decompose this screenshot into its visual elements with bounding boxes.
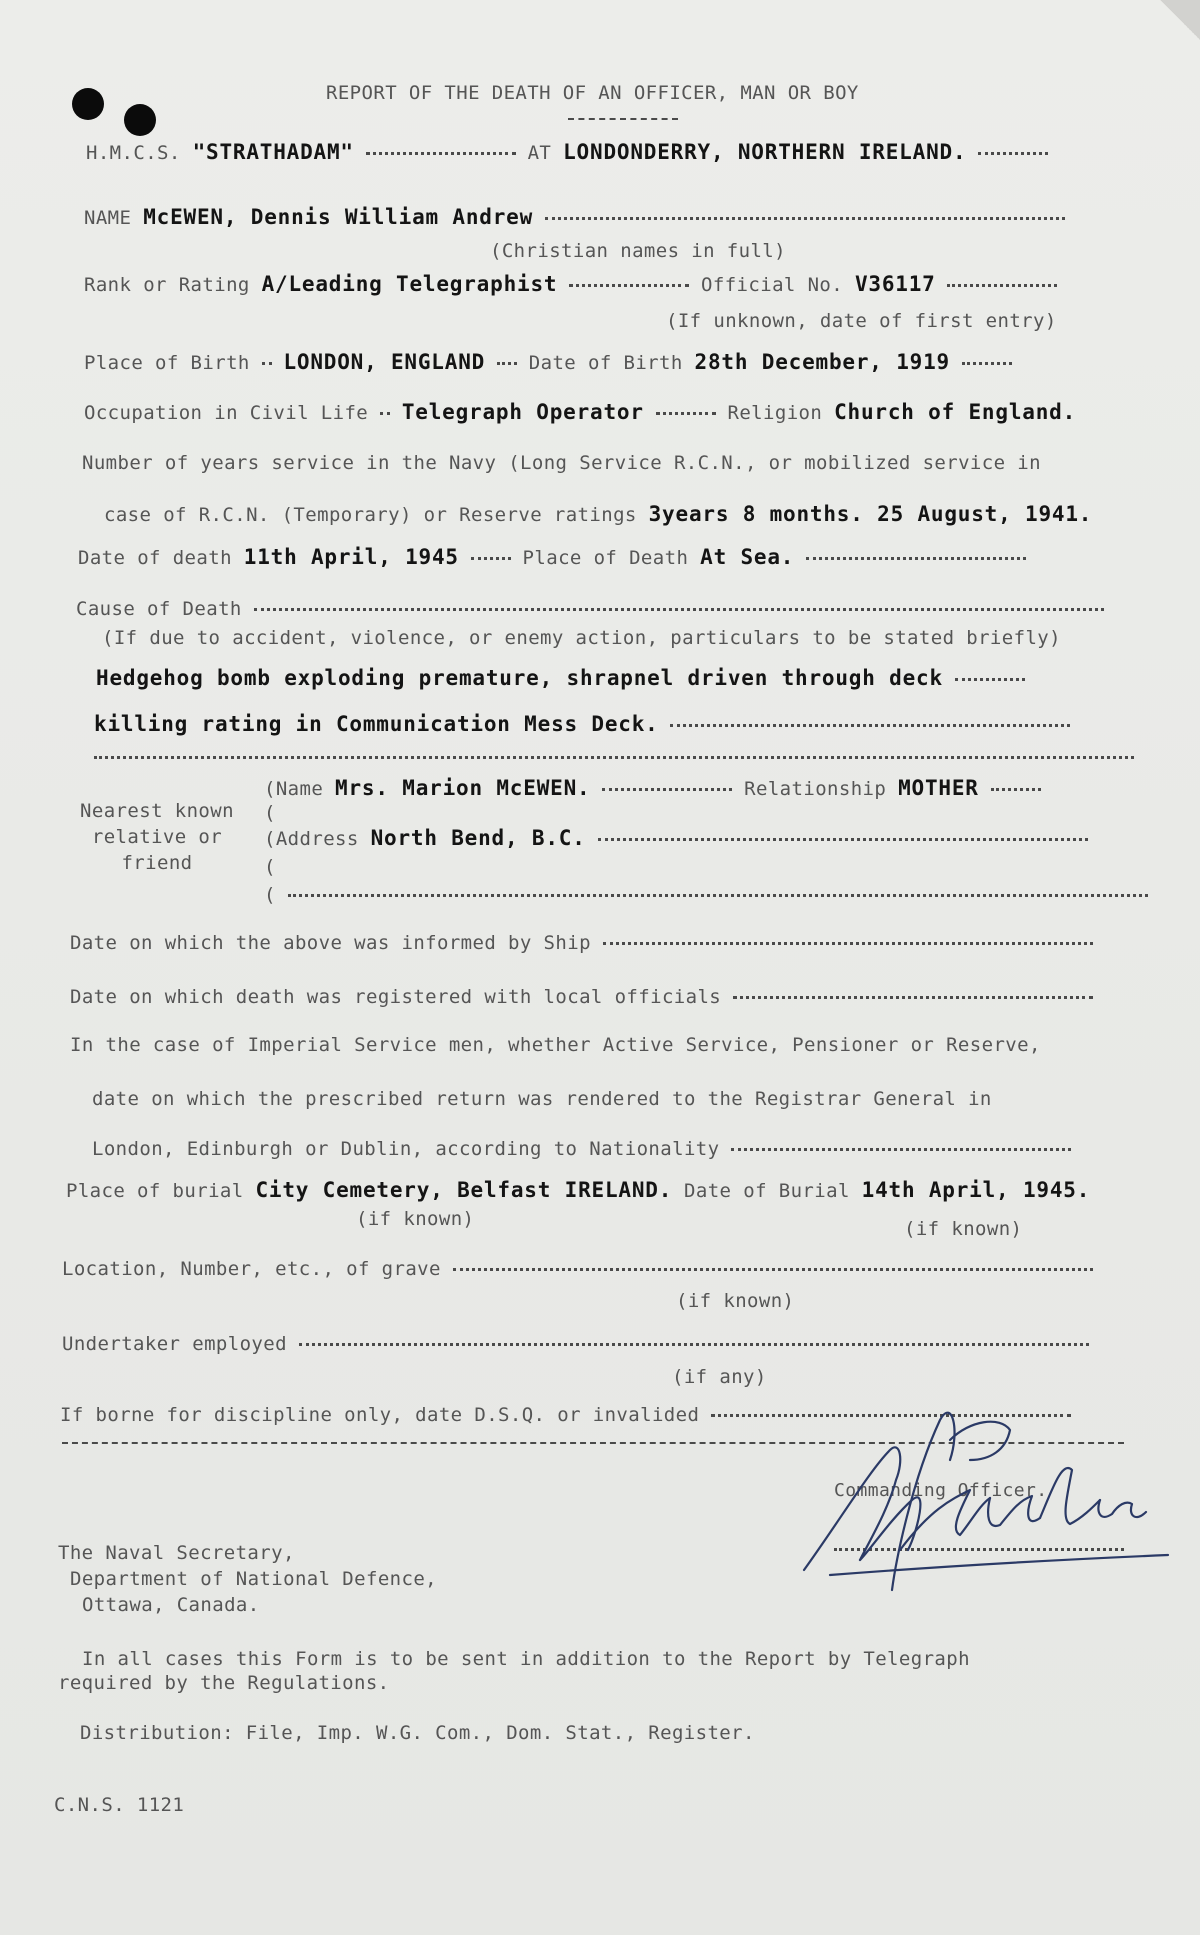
- commanding-officer-label: Commanding Officer.: [834, 1480, 1048, 1501]
- address-line1: The Naval Secretary,: [58, 1542, 295, 1564]
- relative-address: North Bend, B.C.: [370, 826, 586, 850]
- relative-address-row: [264, 826, 1088, 850]
- death-place: At Sea.: [700, 545, 795, 569]
- punch-hole: [72, 88, 104, 120]
- form-title: REPORT OF THE DEATH OF AN OFFICER, MAN OR BOY: [326, 82, 859, 104]
- birth-date-label: Date of Birth: [528, 352, 683, 374]
- burial-place-label: Place of burial: [66, 1180, 244, 1202]
- relative-blank-row: (: [264, 884, 1148, 906]
- relative-address-label: (Address: [264, 828, 359, 850]
- cause-line1-row: [96, 666, 1025, 690]
- cause-line1: Hedgehog bomb exploding premature, shrapnel driven through deck: [96, 666, 943, 690]
- name-label: NAME: [84, 207, 132, 229]
- imperial-line1: In the case of Imperial Service men, whether Active Service, Pensioner or Reserve,: [70, 1034, 1041, 1056]
- occupation-label: Occupation in Civil Life: [84, 402, 369, 424]
- ship-location: LONDONDERRY, NORTHERN IRELAND.: [563, 140, 967, 164]
- imperial-line3: London, Edinburgh or Dublin, according to Nationality: [92, 1138, 720, 1160]
- birth-place-label: Place of Birth: [84, 352, 250, 374]
- burial-date: 14th April, 1945.: [861, 1178, 1091, 1202]
- burial-place: City Cemetery, Belfast IRELAND.: [255, 1178, 673, 1202]
- relative-brace: (: [264, 856, 276, 878]
- name-row: [84, 205, 1065, 229]
- burial-date-hint: (if known): [904, 1218, 1023, 1240]
- cause-label: Cause of Death: [76, 598, 242, 620]
- title-underline: [568, 118, 678, 120]
- ship-row: [86, 140, 1048, 164]
- burial-row: [66, 1178, 1090, 1202]
- death-date: 11th April, 1945: [243, 545, 459, 569]
- relationship-value: MOTHER: [898, 776, 979, 800]
- service-row: [104, 502, 1092, 526]
- death-place-label: Place of Death: [522, 547, 689, 569]
- note-line2: required by the Regulations.: [58, 1672, 390, 1694]
- occupation-row: [84, 400, 1076, 424]
- at-label: AT: [527, 142, 552, 164]
- cause-line2-row: [94, 712, 1070, 736]
- birth-date: 28th December, 1919: [694, 350, 950, 374]
- relative-name: Mrs. Marion McEWEN.: [335, 776, 591, 800]
- relative-label-3: friend: [121, 852, 193, 874]
- paper-corner: [1160, 0, 1200, 40]
- service-line1: Number of years service in the Navy (Long Service R.C.N., or mobilized service in: [82, 452, 1041, 474]
- service-value: 3years 8 months. 25 August, 1941.: [648, 502, 1093, 526]
- undertaker-row: [62, 1333, 1089, 1355]
- burial-date-label: Date of Burial: [684, 1180, 850, 1202]
- burial-place-hint: (if known): [356, 1208, 475, 1230]
- rank-value: A/Leading Telegraphist: [261, 272, 558, 296]
- imperial-line2: date on which the prescribed return was rendered to the Registrar General in: [92, 1088, 992, 1110]
- grave-label: Location, Number, etc., of grave: [62, 1258, 441, 1280]
- death-date-label: Date of death: [78, 547, 232, 569]
- birth-row: [84, 350, 1012, 374]
- ship-value: "STRATHADAM": [192, 140, 354, 164]
- discipline-label: If borne for discipline only, date D.S.Q. or invalided: [60, 1404, 700, 1426]
- undertaker-hint: (if any): [672, 1366, 767, 1388]
- undertaker-label: Undertaker employed: [62, 1333, 287, 1355]
- cause-blank-row: [94, 746, 1134, 768]
- registered-row: [70, 986, 1093, 1008]
- official-no-hint: (If unknown, date of first entry): [666, 310, 1057, 332]
- cause-line2: killing rating in Communication Mess Deck.: [94, 712, 659, 736]
- punch-hole: [124, 104, 156, 136]
- religion-value: Church of England.: [834, 400, 1077, 424]
- form-number: C.N.S. 1121: [54, 1794, 185, 1816]
- grave-row: [62, 1258, 1093, 1280]
- ship-label: H.M.C.S.: [86, 142, 181, 164]
- informed-row: [70, 932, 1093, 954]
- relative-brace: (: [264, 802, 276, 824]
- relative-name-label: (Name: [264, 778, 324, 800]
- service-line2: case of R.C.N. (Temporary) or Reserve ratings: [104, 504, 637, 526]
- informed-label: Date on which the above was informed by Ship: [70, 932, 591, 954]
- grave-hint: (if known): [676, 1290, 795, 1312]
- relative-label-2: relative or: [91, 826, 223, 848]
- distribution: Distribution: File, Imp. W.G. Com., Dom. Stat., Register.: [80, 1722, 755, 1744]
- address-line2: Department of National Defence,: [70, 1568, 438, 1590]
- official-no-label: Official No.: [701, 274, 844, 296]
- relationship-label: Relationship: [744, 778, 887, 800]
- address-line3: Ottawa, Canada.: [82, 1594, 260, 1616]
- cause-row: [76, 598, 1104, 620]
- death-row: [78, 545, 1026, 569]
- commanding-officer-signature: [800, 1400, 1170, 1600]
- rank-row: [84, 272, 1057, 296]
- registered-label: Date on which death was registered with local officials: [70, 986, 722, 1008]
- relative-name-row: [264, 776, 1041, 800]
- name-hint: (Christian names in full): [490, 240, 786, 262]
- occupation-value: Telegraph Operator: [401, 400, 644, 424]
- cause-hint: (If due to accident, violence, or enemy action, particulars to be stated briefly): [102, 627, 1061, 649]
- religion-label: Religion: [727, 402, 823, 424]
- birth-place: LONDON, ENGLAND: [283, 350, 486, 374]
- name-value: McEWEN, Dennis William Andrew: [143, 205, 534, 229]
- official-no: V36117: [854, 272, 936, 296]
- imperial-row3: [92, 1138, 1071, 1160]
- relative-label-1: Nearest known: [80, 800, 234, 822]
- rank-label: Rank or Rating: [84, 274, 250, 296]
- note-line1: In all cases this Form is to be sent in addition to the Report by Telegraph: [82, 1648, 970, 1670]
